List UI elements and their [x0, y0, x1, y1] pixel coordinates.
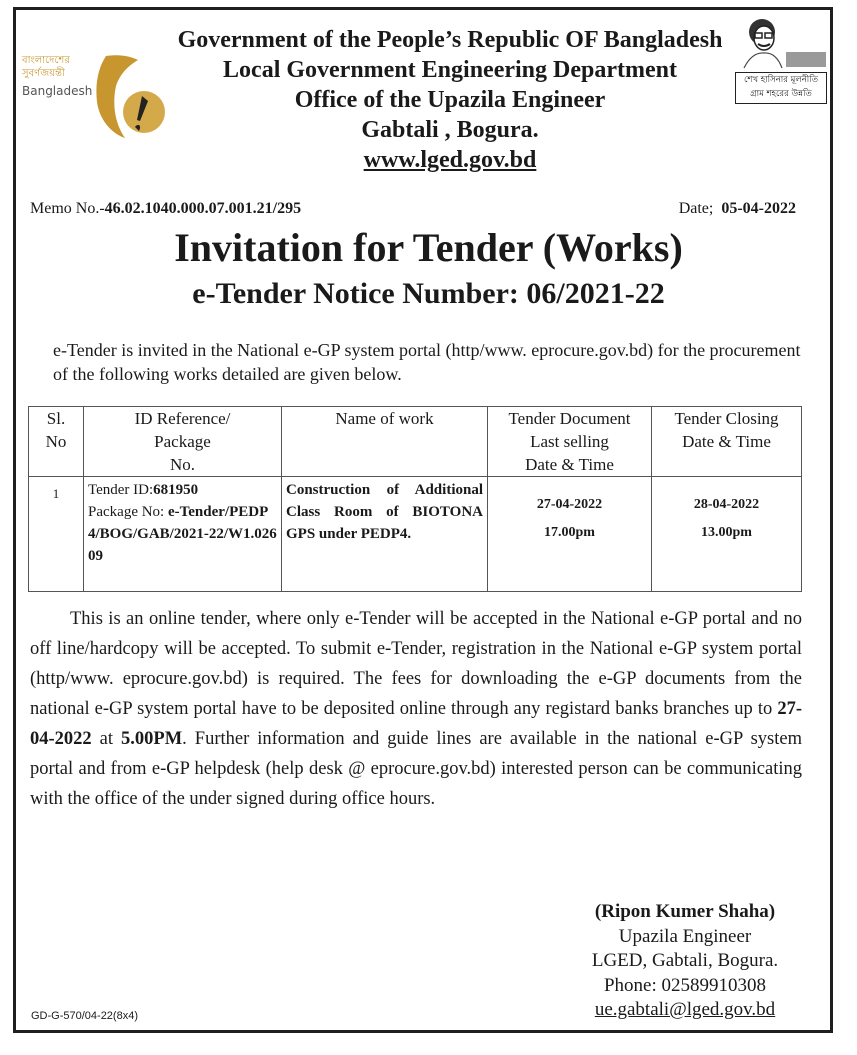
header-line: Last selling — [530, 432, 609, 451]
header-line: ID Reference/ — [134, 409, 231, 428]
header-location: Gabtali , Bogura. — [361, 117, 539, 143]
header-line: Date & Time — [525, 455, 614, 474]
tender-id-value: 681950 — [153, 482, 199, 498]
header-government: Government of the People’s Republic OF Bangladesh — [177, 27, 723, 53]
package-no-value: e-Tender/PEDP4/BOG/GAB/2021-22/W1.02609 — [88, 504, 277, 564]
signatory-designation: Upazila Engineer — [618, 925, 752, 947]
cell-sl: 1 — [29, 477, 84, 592]
deadline-time: 5.00PM — [121, 729, 183, 749]
body-text-2: . Further information and guide lines are available in the national e-GP system portal and from e-GP helpdesk (help desk @ eprocure.gov.bd) interested person can be communicating with the office of the under signed during office hours. — [30, 729, 802, 809]
cell-closing — [652, 477, 802, 592]
logo-text-block — [22, 54, 94, 98]
closing-time: 13.00pm — [701, 525, 752, 540]
logo-label: Bangladesh — [22, 84, 93, 98]
signatory-phone: Phone: 02589910308 — [603, 974, 767, 996]
body-text-1: This is an online tender, where only e-Tender will be accepted in the National e-GP portal and no off line/hardcopy will be accepted. To submit e-Tender, registration in the National e-GP system portal (http/www. eprocure.gov.bd) is required. The fees for downloading the e-GP documents from the national e-GP system portal have to be deposited online through any registard banks branches up to — [30, 609, 802, 719]
header-line: Tender Document — [508, 409, 631, 428]
header-line: Tender Closing — [674, 409, 779, 428]
memo-number — [30, 199, 301, 219]
last-selling-time: 17.00pm — [544, 525, 595, 540]
bangladesh-50-logo-icon — [96, 50, 166, 140]
table-row — [29, 477, 802, 592]
portrait-icon — [732, 16, 830, 70]
header-closing — [652, 407, 802, 477]
body-paragraph — [30, 604, 802, 814]
notice-subtitle: e-Tender Notice Number: 06/2021-22 — [192, 277, 665, 310]
bangla-text-2: সুবর্ণজয়ন্তী — [22, 68, 65, 79]
website-link[interactable]: www.lged.gov.bd — [363, 147, 537, 173]
tender-id-label: Tender ID: — [88, 482, 154, 498]
body-at: at — [91, 729, 122, 749]
date-value: 05-04-2022 — [721, 200, 796, 217]
caption-2: গ্রাম শহরের উন্নতি — [750, 89, 812, 99]
date-label: Date; — [678, 200, 714, 217]
mujib-100-badge — [786, 52, 826, 67]
cell-name-of-work: Construction of Additional Class Room of BIOTONA GPS under PEDP4. — [282, 477, 488, 592]
caption-1: শেখ হাসিনার মূলনীতি — [743, 75, 819, 85]
signatory-name: (Ripon Kumer Shaha) — [594, 901, 776, 922]
table-header-row — [29, 407, 802, 477]
footer-code: GD-G-570/04-22(8x4) — [31, 1010, 138, 1022]
memo-label: Memo No.- — [30, 200, 105, 217]
header-id-reference — [84, 407, 282, 477]
notice-title: Invitation for Tender (Works) — [174, 225, 683, 270]
header-line: Name of work — [335, 409, 434, 428]
header-line: Package — [154, 432, 211, 451]
package-label: Package No: — [88, 504, 168, 520]
intro-paragraph: e-Tender is invited in the National e-GP system portal (http/www. eprocure.gov.bd) for the procurement of the following works detailed are given below. — [53, 340, 801, 384]
mujib-caption — [735, 72, 827, 104]
header-line: Date & Time — [682, 432, 771, 451]
last-selling-date: 27-04-2022 — [536, 497, 603, 512]
signatory-office: LGED, Gabtali, Bogura. — [591, 950, 779, 971]
header-line: Sl. — [46, 409, 66, 428]
tender-table — [28, 406, 802, 592]
memo-value: 46.02.1040.000.07.001.21/295 — [104, 200, 302, 217]
cell-last-selling — [488, 477, 652, 592]
header-office: Office of the Upazila Engineer — [294, 87, 606, 113]
header-line: No. — [169, 455, 196, 474]
deadline-date: 27-04-2022 — [30, 699, 802, 749]
closing-date: 28-04-2022 — [693, 497, 760, 512]
header-website-wrap — [170, 146, 730, 175]
golden-jubilee-logo — [22, 50, 167, 145]
cell-id-reference — [84, 477, 282, 592]
signature-block — [555, 900, 815, 1023]
memo-date — [679, 199, 796, 219]
bangla-text-1: বাংলাদেশের — [22, 55, 70, 66]
header-line: No — [45, 432, 67, 451]
header-department: Local Government Engineering Department — [223, 57, 677, 83]
signatory-email[interactable]: ue.gabtali@lged.gov.bd — [594, 999, 776, 1020]
mujib-100-logo — [732, 16, 830, 106]
header-sl-no — [29, 407, 84, 477]
header-name-of-work — [282, 407, 488, 477]
header-last-selling — [488, 407, 652, 477]
